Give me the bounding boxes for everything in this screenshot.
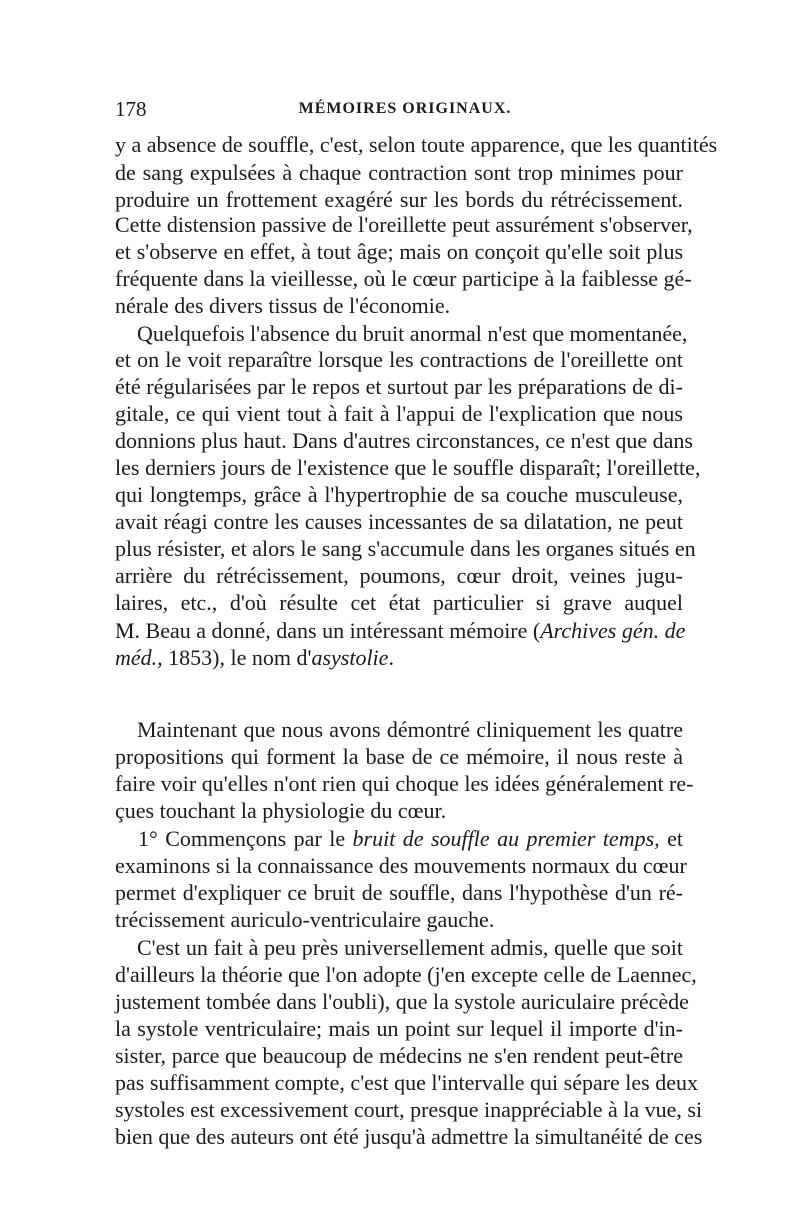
text-line: sister, parce que beaucoup de médecins ne s'en rendent peut-être bbox=[115, 1043, 683, 1068]
text-run: et bbox=[659, 826, 683, 851]
text-line: Quelquefois l'absence du bruit anormal n'est que momentanée, bbox=[137, 321, 688, 346]
text-line: arrière du rétrécissement, poumons, cœur droit, veines jugu- bbox=[115, 563, 683, 588]
running-title: MÉMOIRES ORIGINAUX. bbox=[298, 100, 512, 117]
text-line: plus résister, et alors le sang s'accumule dans les organes situés en bbox=[115, 536, 696, 561]
page-header bbox=[115, 97, 695, 127]
text-line: faire voir qu'elles n'ont rien qui choque les idées généralement re- bbox=[115, 771, 694, 796]
text-line bbox=[115, 644, 683, 672]
text-line: avait réagi contre les causes incessantes de sa dilatation, ne peut bbox=[115, 509, 683, 534]
text-line: la systole ventriculaire; mais un point sur lequel il importe d'in- bbox=[115, 1016, 683, 1041]
text-line: bien que des auteurs ont été jusqu'à admettre la simultanéité de ces bbox=[115, 1124, 703, 1149]
text-line: et on le voit reparaître lorsque les contractions de l'oreillette ont bbox=[115, 347, 683, 372]
text-line bbox=[138, 825, 683, 853]
text-line: systoles est excessivement court, presque inappréciable à la vue, si bbox=[115, 1097, 703, 1122]
text-line: les derniers jours de l'existence que le souffle disparaît; l'oreillette, bbox=[115, 455, 701, 480]
text-run: M. Beau a donné, dans un intéressant mémoire ( bbox=[115, 618, 541, 643]
text-line bbox=[115, 617, 686, 645]
text-line: examinons si la connaissance des mouvements normaux du cœur bbox=[115, 853, 687, 878]
italic-citation: Archives gén. de bbox=[540, 618, 686, 643]
text-line: d'ailleurs la théorie que l'on adopte (j'en excepte celle de Laennec, bbox=[115, 962, 697, 987]
text-line: propositions qui forment la base de ce mémoire, il nous reste à bbox=[115, 744, 683, 769]
text-line: gitale, ce qui vient tout à fait à l'appui de l'explication que nous bbox=[115, 401, 683, 426]
page-number: 178 bbox=[115, 97, 147, 121]
text-line: çues touchant la physiologie du cœur. bbox=[115, 798, 447, 823]
text-line: Maintenant que nous avons démontré cliniquement les quatre bbox=[137, 717, 683, 742]
text-line: de sang expulsées à chaque contraction sont trop minimes pour bbox=[115, 160, 683, 185]
text-line: nérale des divers tissus de l'économie. bbox=[115, 293, 451, 318]
text-line: été régularisées par le repos et surtout par les préparations de di- bbox=[115, 374, 683, 399]
text-line: Cette distension passive de l'oreillette peut assurément s'observer, bbox=[115, 212, 693, 237]
text-line: fréquente dans la vieillesse, où le cœur participe à la faiblesse gé- bbox=[115, 266, 692, 291]
text-line: y a absence de souffle, c'est, selon toute apparence, que les quantités bbox=[115, 132, 718, 157]
text-line: laires, etc., d'où résulte cet état particulier si grave auquel bbox=[115, 590, 683, 615]
text-run: 1853), le nom d' bbox=[168, 645, 312, 670]
text-line: qui longtemps, grâce à l'hypertrophie de sa couche musculeuse, bbox=[115, 482, 683, 507]
text-line: justement tombée dans l'oubli), que la systole auriculaire précède bbox=[115, 989, 689, 1014]
text-line: permet d'expliquer ce bruit de souffle, dans l'hypothèse d'un ré- bbox=[115, 880, 683, 905]
text-line: produire un frottement exagéré sur les bords du rétrécissement. bbox=[115, 187, 683, 212]
italic-term: asystolie bbox=[311, 645, 389, 670]
italic-term: bruit de souffle au premier temps, bbox=[352, 826, 660, 851]
text-line: pas suffisamment compte, c'est que l'intervalle qui sépare les deux bbox=[115, 1070, 699, 1095]
text-run: . bbox=[388, 645, 394, 670]
text-run: 1° Commençons par le bbox=[138, 826, 353, 851]
italic-citation: méd., bbox=[115, 645, 163, 670]
text-line: et s'observe en effet, à tout âge; mais on conçoit qu'elle soit plus bbox=[115, 239, 683, 264]
text-line: donnions plus haut. Dans d'autres circonstances, ce n'est que dans bbox=[115, 428, 693, 453]
text-line: trécissement auriculo-ventriculaire gauche. bbox=[115, 907, 495, 932]
text-line: C'est un fait à peu près universellement admis, quelle que soit bbox=[137, 935, 683, 960]
